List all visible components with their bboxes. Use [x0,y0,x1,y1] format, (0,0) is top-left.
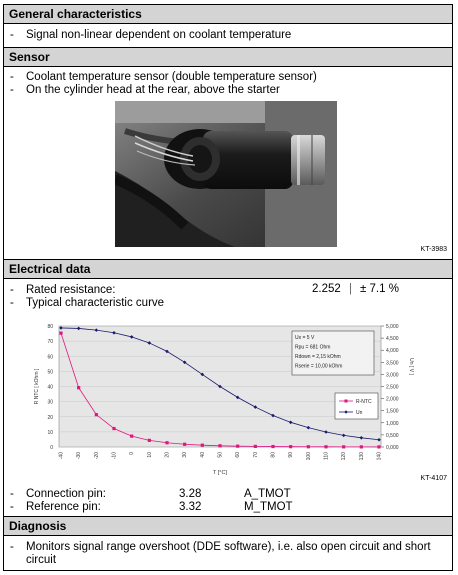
rated-resistance-row: - Rated resistance: [10,284,116,296]
diagnosis-item: - Monitors signal range overshoot (DDE software), i.e. also open circuit and short circuit [10,541,431,566]
legend-label: Un [356,409,363,416]
x-tick-label: 40 [199,452,206,458]
data-point-r-ntc [307,445,310,448]
y-right-tick-label: 3,000 [386,372,399,379]
connection-pin-name: A_TMOT [244,488,291,500]
legend-marker [345,400,348,403]
connection-pin-number: 3.28 [179,488,202,500]
data-point-r-ntc [377,445,380,448]
y-left-axis-label: R NTC [ kOhm ] [34,368,40,405]
x-tick-label: 0 [129,452,136,455]
y-left-tick-label: 40 [47,384,53,391]
y-right-tick-label: 0,000 [386,445,399,451]
data-point-r-ntc [236,445,239,448]
x-tick-label: 130 [358,452,365,461]
y-right-tick-label: 2,500 [386,384,399,391]
connection-pin-label: Connection pin: [26,488,106,500]
x-tick-label: 50 [217,452,224,458]
rated-resistance-label: Rated resistance: [26,284,116,296]
data-point-r-ntc [165,441,168,444]
x-tick-label: 10 [146,452,153,458]
general-item: - Signal non-linear dependent on coolant temperature [10,29,292,41]
x-axis-label: T [°C] [212,470,228,476]
x-tick-label: 60 [235,452,242,458]
sensor-section [4,47,452,97]
parameter-line: Rdown = 2,15 kOhm [295,354,341,360]
general-header: General characteristics [4,5,452,24]
parameter-line: Ux = 5 V [295,335,315,341]
data-point-r-ntc [201,444,204,447]
y-right-tick-label: 1,000 [386,420,399,427]
x-tick-label: 90 [288,452,295,458]
x-tick-label: 80 [270,452,277,458]
x-tick-label: 110 [323,452,330,460]
x-tick-label: 100 [305,452,312,461]
rated-resistance-value: 2.252 [312,283,341,295]
sensor-item: - On the cylinder head at the rear, above the starter [10,84,280,96]
data-point-r-ntc [112,427,115,430]
diagnosis-header: Diagnosis [4,517,452,536]
y-left-tick-label: 10 [47,429,53,436]
data-point-r-ntc [360,445,363,448]
data-point-r-ntc [342,445,345,448]
connection-pin-row: - Connection pin: [10,488,106,500]
sensor-header: Sensor [4,48,452,67]
y-right-tick-label: 3,500 [386,360,399,367]
legend-label: R-NTC [356,398,372,405]
reference-pin-row: - Reference pin: [10,501,101,513]
photo-reference: KT-3983 [420,246,447,253]
x-tick-label: 20 [164,452,171,458]
x-tick-label: 30 [182,452,189,458]
y-right-tick-label: 2,000 [386,396,399,403]
y-left-tick-label: 50 [47,369,53,376]
x-tick-label: -30 [76,452,83,460]
data-point-r-ntc [183,443,186,446]
data-point-r-ntc [77,386,80,389]
data-point-r-ntc [289,445,292,448]
data-point-r-ntc [130,435,133,438]
y-left-tick-label: 30 [47,399,53,406]
parameter-line: Rserie = 10,00 kOhm [295,363,343,370]
y-right-tick-label: 0,500 [386,432,399,439]
pin-rows [4,488,452,514]
data-point-r-ntc [324,445,327,448]
data-point-r-ntc [59,332,62,335]
general-section [4,5,452,42]
y-left-tick-label: 20 [47,414,53,421]
curve-row: - Typical characteristic curve [10,297,165,309]
x-tick-label: 70 [252,452,259,458]
y-left-tick-label: 0 [50,445,53,451]
y-right-tick-label: 4,000 [386,348,399,355]
y-left-tick-label: 60 [47,354,53,361]
rated-resistance-tolerance: ± 7.1 % [360,283,399,295]
y-right-tick-label: 5,000 [386,324,399,330]
reference-pin-name: M_TMOT [244,501,293,513]
data-point-r-ntc [254,445,257,448]
x-tick-label: 140 [376,452,383,461]
curve-label: Typical characteristic curve [26,297,165,309]
document-sheet [3,4,453,571]
y-right-axis-label: Un [ V ] [408,358,414,375]
sensor-photo [115,101,337,247]
electrical-header: Electrical data [4,260,452,279]
rated-resistance-separator: | [349,283,352,295]
data-point-r-ntc [95,413,98,416]
data-point-r-ntc [218,444,221,447]
diagnosis-section [4,516,452,567]
x-tick-label: -20 [93,452,100,460]
y-left-tick-label: 80 [47,324,53,330]
y-right-tick-label: 1,500 [386,408,399,415]
characteristic-curve-chart [26,316,419,476]
y-left-tick-label: 70 [47,339,53,346]
data-point-r-ntc [271,445,274,448]
x-tick-label: -40 [58,452,65,460]
reference-pin-label: Reference pin: [26,501,101,513]
parameter-line: Rpu = 681 Ohm [295,344,331,351]
chart-reference: KT-4107 [420,475,447,482]
data-point-r-ntc [148,439,151,442]
sensor-item: - Coolant temperature sensor (double temperature sensor) [10,71,317,83]
x-tick-label: 120 [341,452,348,461]
x-tick-label: -10 [111,452,118,460]
y-right-tick-label: 4,500 [386,336,399,343]
reference-pin-number: 3.32 [179,501,202,513]
